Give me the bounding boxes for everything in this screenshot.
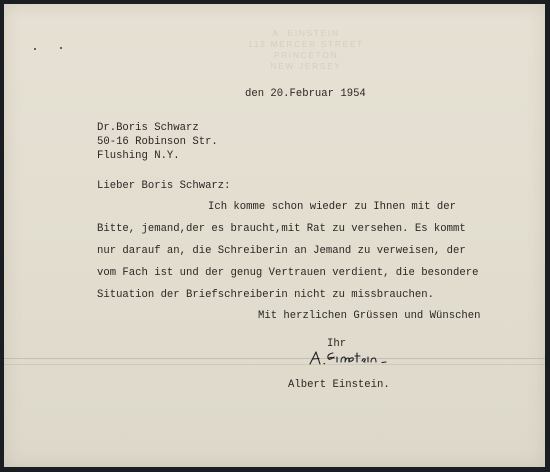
typed-signature-name: Albert Einstein.: [288, 379, 390, 391]
handwritten-signature: [300, 347, 395, 369]
letterhead-line: NEW JERSEY: [270, 61, 342, 71]
letter-date: den 20.Februar 1954: [245, 88, 366, 100]
recipient-city: Flushing N.Y.: [97, 150, 180, 162]
letterhead-line: 112 MERCER STREET: [248, 39, 364, 49]
body-line: Bitte, jemand,der es braucht,mit Rat zu versehen. Es kommt: [97, 223, 466, 235]
paper-fold-shadow: [4, 364, 545, 365]
letterhead-line: PRINCETON: [273, 50, 339, 60]
closing-line: Mit herzlichen Grüssen und Wünschen: [258, 310, 481, 322]
letterhead-line: A. EINSTEIN: [272, 28, 340, 38]
body-line: nur darauf an, die Schreiberin an Jemand zu verweisen, der: [97, 245, 466, 257]
recipient-street: 50-16 Robinson Str.: [97, 136, 218, 148]
salutation: Lieber Boris Schwarz:: [97, 180, 231, 192]
letter-page: [4, 4, 545, 467]
letterhead-embossed: [226, 28, 386, 72]
paper-fold: [4, 358, 545, 359]
paper-speck: [34, 48, 36, 50]
recipient-name: Dr.Boris Schwarz: [97, 122, 199, 134]
body-line: Situation der Briefschreiberin nicht zu missbrauchen.: [97, 289, 434, 301]
body-line: vom Fach ist und der genug Vertrauen verdient, die besondere: [97, 267, 479, 279]
paper-speck: [60, 47, 62, 49]
body-line: Ich komme schon wieder zu Ihnen mit der: [208, 201, 456, 213]
closing-word: Ihr: [327, 338, 347, 350]
